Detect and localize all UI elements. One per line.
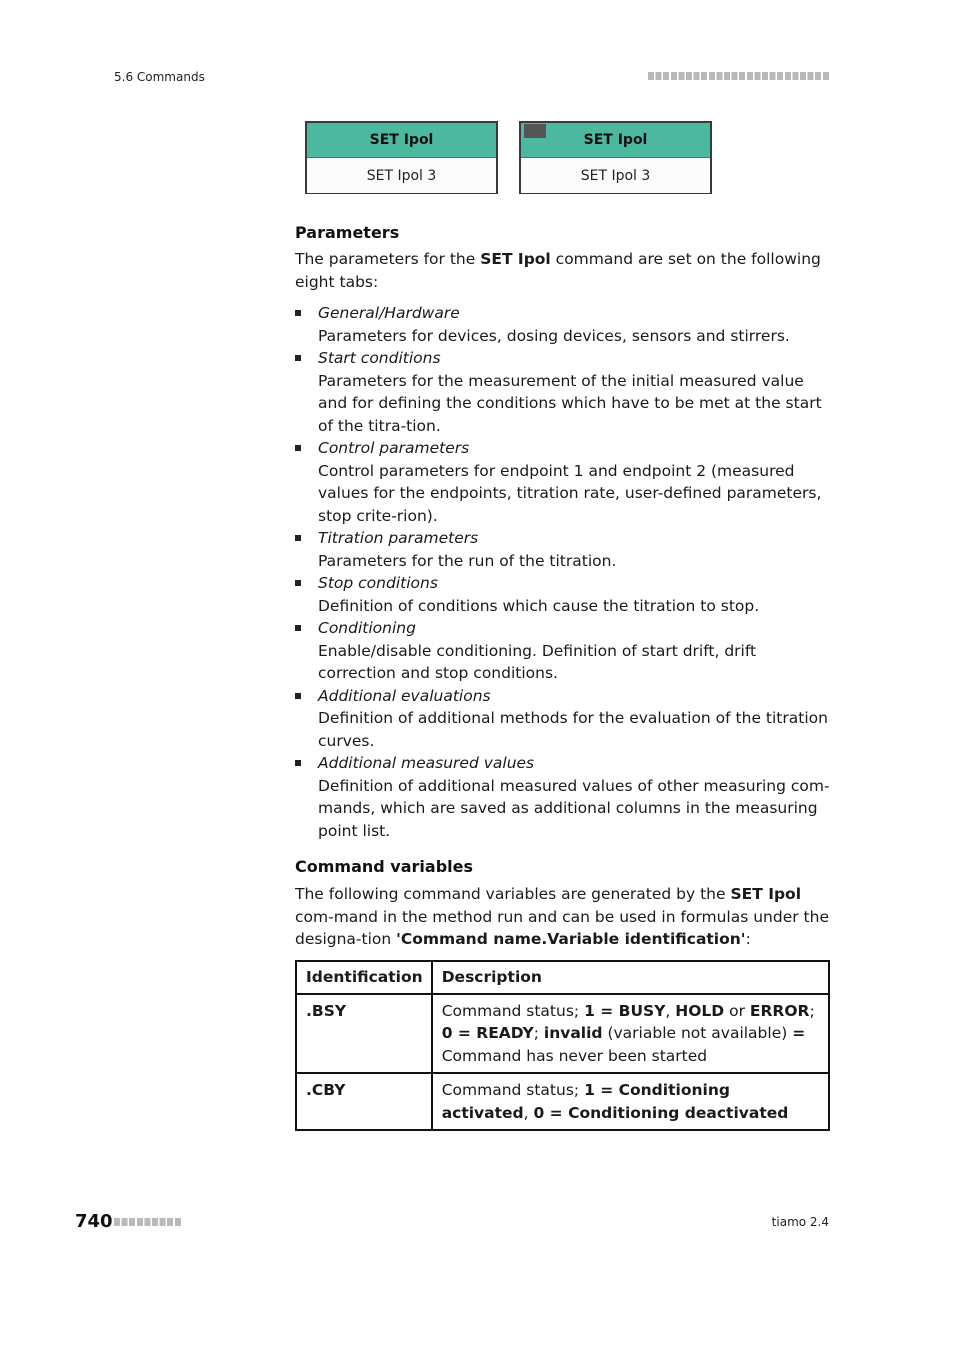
list-item xyxy=(295,752,830,842)
tab-description: Enable/disable conditioning. Definition of start drift, drift correction and stop conditions. xyxy=(318,641,757,682)
table-header-row xyxy=(296,961,829,994)
variable-identification: .BSY xyxy=(296,994,432,1074)
command-box-set-ipol xyxy=(305,121,498,194)
tab-title: Start conditions xyxy=(318,349,441,367)
tab-description: Definition of conditions which cause the titration to stop. xyxy=(318,596,760,615)
command-variables-intro: The following command variables are generated by the SET Ipol com-mand in the method run and can be used in formulas under the designa-tion 'Command name.Variable identification': xyxy=(295,885,829,948)
tab-description: Control parameters for endpoint 1 and endpoint 2 (measured values for the endpoints, titration rate, user-defined parameters, stop crite-rion). xyxy=(318,461,822,525)
header-decoration xyxy=(648,72,829,80)
tab-description: Definition of additional measured values of other measuring com-mands, which are saved as additional columns in the measuring point list. xyxy=(318,776,830,840)
bullet-icon xyxy=(295,760,301,766)
list-item xyxy=(295,685,830,753)
command-box-title: SET Ipol xyxy=(583,132,648,148)
bullet-icon xyxy=(295,580,301,586)
running-header-section: 5.6 Commands xyxy=(114,70,205,84)
list-item xyxy=(295,347,830,437)
footer-decoration xyxy=(114,1218,182,1226)
tab-title: General/Hardware xyxy=(318,304,460,322)
tab-title: Conditioning xyxy=(318,619,416,637)
bullet-icon xyxy=(295,310,301,316)
page-number: 740 xyxy=(75,1211,113,1232)
variable-description: Command status; 1 = Conditioning activated, 0 = Conditioning deactivated xyxy=(432,1073,829,1130)
command-box-set-ipol-marked xyxy=(519,121,712,194)
list-item xyxy=(295,527,830,572)
command-box-title: SET Ipol xyxy=(307,123,496,158)
variable-description: Command status; 1 = BUSY, HOLD or ERROR; 0 = READY; invalid (variable not available) = Command has never been started xyxy=(432,994,829,1074)
tab-description: Parameters for the run of the titration. xyxy=(318,551,617,570)
bullet-icon xyxy=(295,445,301,451)
command-variables-heading: Command variables xyxy=(295,857,473,876)
bullet-icon xyxy=(295,693,301,699)
table-row xyxy=(296,994,829,1074)
list-item xyxy=(295,302,830,347)
bullet-icon xyxy=(295,535,301,541)
bullet-icon xyxy=(295,355,301,361)
bullet-icon xyxy=(295,625,301,631)
list-item xyxy=(295,437,830,527)
product-name: tiamo 2.4 xyxy=(771,1215,829,1229)
tab-description: Definition of additional methods for the evaluation of the titration curves. xyxy=(318,709,828,750)
parameters-heading: Parameters xyxy=(295,223,400,242)
tab-title: Control parameters xyxy=(318,439,470,457)
list-item xyxy=(295,572,830,617)
column-header-description: Description xyxy=(432,961,829,994)
tab-title: Additional measured values xyxy=(318,754,535,772)
variable-identification: .CBY xyxy=(296,1073,432,1130)
parameters-intro: The parameters for the SET Ipol command are set on the following eight tabs: xyxy=(295,250,821,291)
command-box-name: SET Ipol 3 xyxy=(521,158,710,193)
tab-title: Titration parameters xyxy=(318,529,479,547)
list-item xyxy=(295,617,830,685)
marker-icon xyxy=(524,124,546,138)
tab-description: Parameters for the measurement of the initial measured value and for defining the conditions which have to be met at the start of the titra-tion. xyxy=(318,371,822,435)
column-header-identification: Identification xyxy=(296,961,432,994)
command-variables-table xyxy=(295,960,830,1131)
tabs-list xyxy=(295,302,830,842)
command-box-name: SET Ipol 3 xyxy=(307,158,496,193)
table-row xyxy=(296,1073,829,1130)
tab-description: Parameters for devices, dosing devices, sensors and stirrers. xyxy=(318,326,790,345)
tab-title: Additional evaluations xyxy=(318,686,491,705)
tab-title: Stop conditions xyxy=(318,574,438,592)
